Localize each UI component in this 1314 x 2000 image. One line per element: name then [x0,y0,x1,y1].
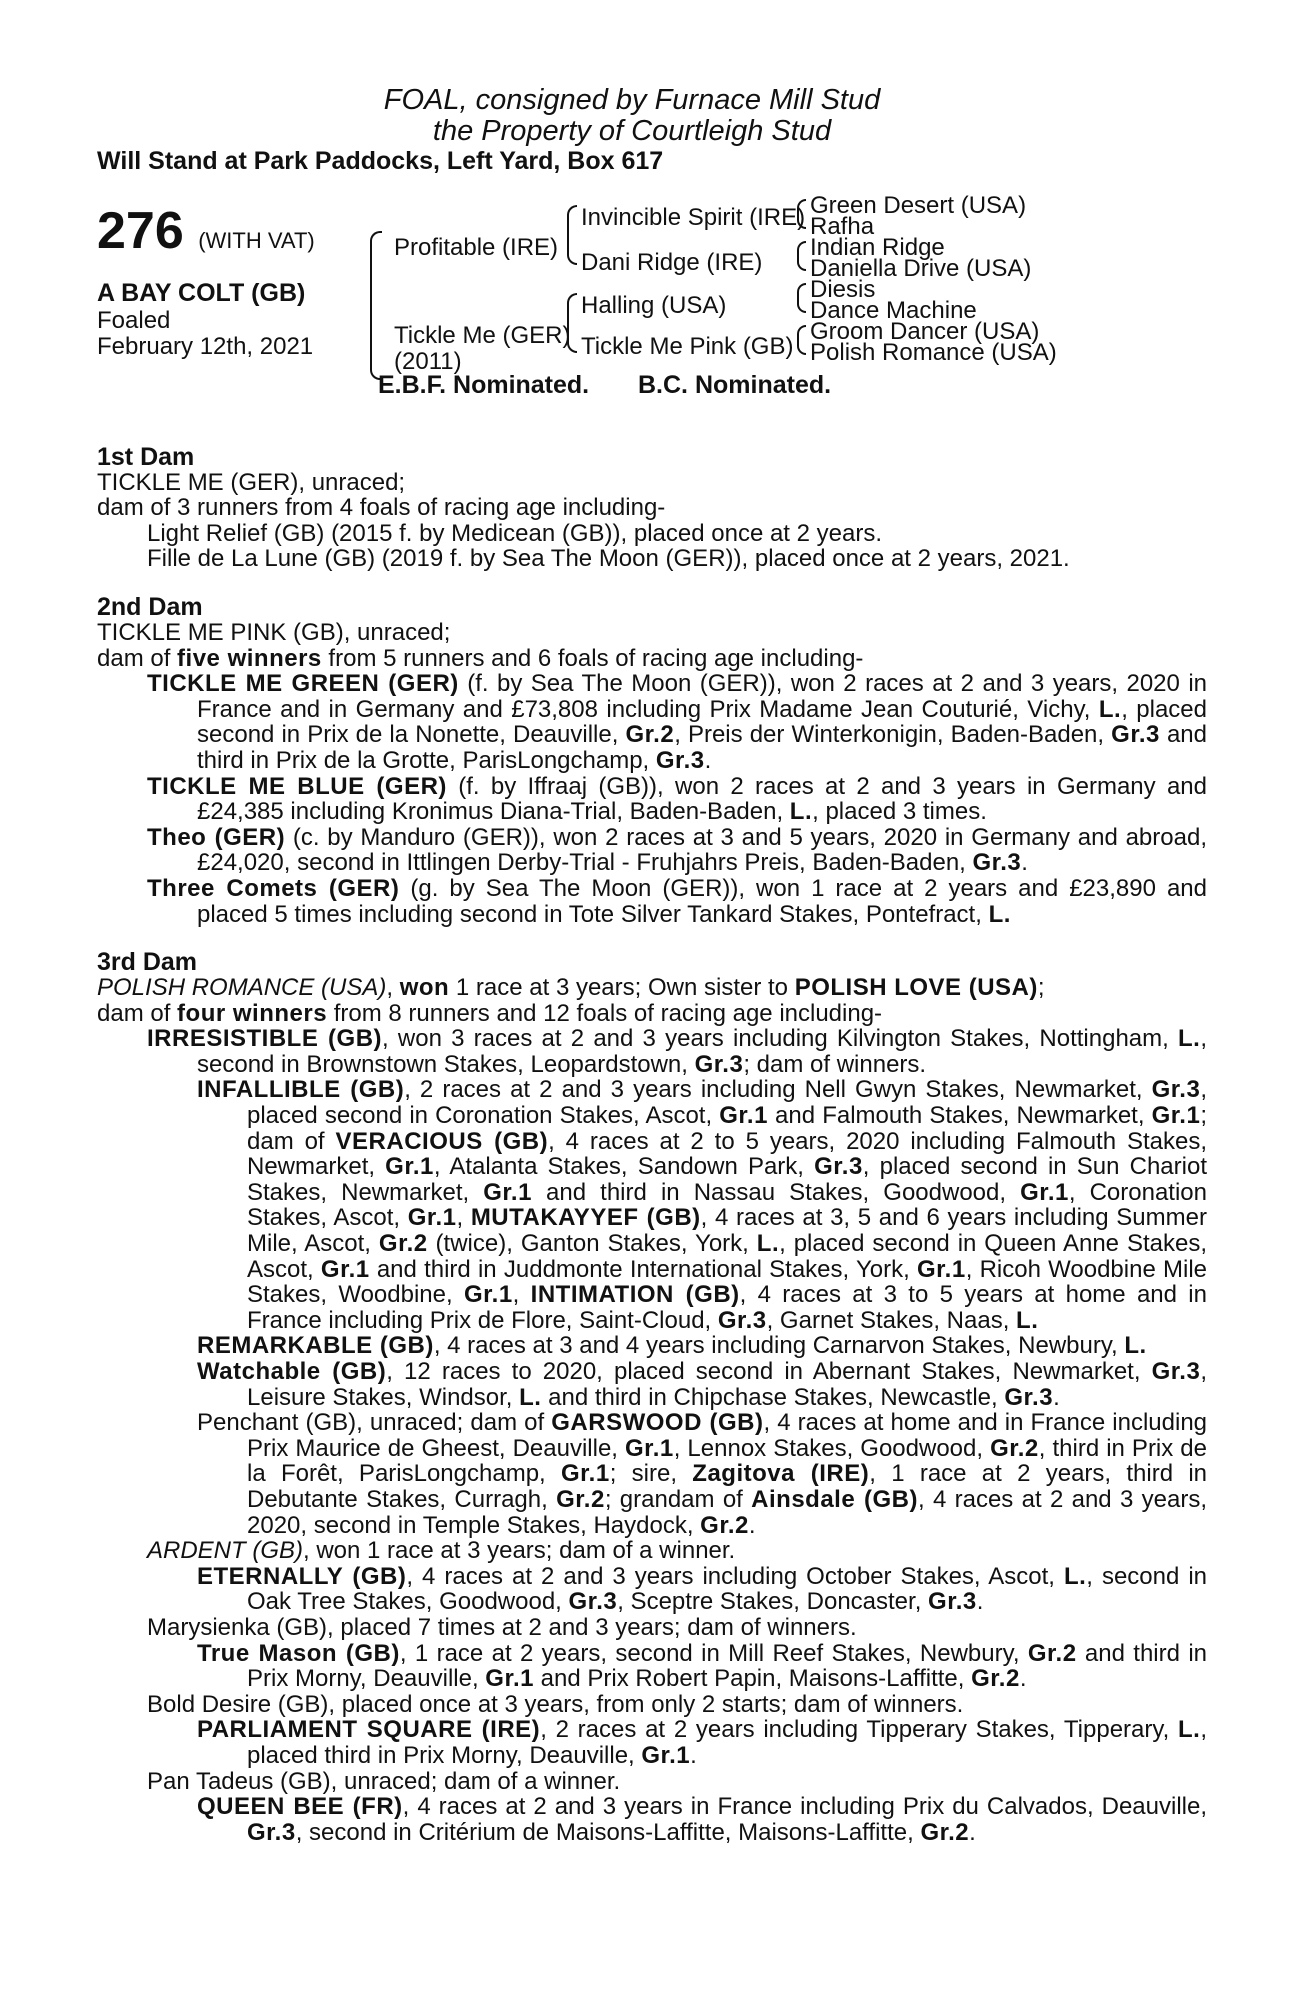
third-dam-sub-entry [197,1794,1207,1845]
brace-ss [797,199,806,229]
consignor-line: FOAL, consigned by Furnace Mill Stud [383,84,881,116]
text-run: ; dam of [247,1102,1207,1155]
third-dam-sub-entry [197,1333,1207,1359]
bold-text: Gr.3 [1151,1358,1201,1385]
second-dam-entry [147,825,1207,876]
bold-text: Gr.1 [561,1460,610,1488]
first-dam-title: 1st Dam [97,442,195,471]
text-run: , placed second in Coronation Stakes, Ascot, [247,1076,1207,1130]
text-run: , third in Prix de la Forêt, ParisLongchamp, [247,1434,1207,1488]
bold-text: four winners [177,999,328,1027]
bold-text: Ainsdale (GB) [751,1485,918,1513]
bold-text: VERACIOUS (GB) [335,1127,549,1155]
bold-text: Gr.2 [920,1818,970,1846]
bold-text: QUEEN BEE (FR) [197,1793,403,1821]
third-dam-entry [147,1769,1207,1795]
sd-sire: Indian Ridge [810,233,945,261]
bold-text: L. [789,798,813,826]
bold-text: PARLIAMENT SQUARE (IRE) [197,1716,541,1744]
text-run: and third in Chipchase Stakes, Newcastle, [541,1383,1005,1411]
bold-text: L. [1124,1332,1147,1360]
third-dam-sub-entry [197,1717,1207,1768]
text-run: . [1021,849,1028,877]
text-run: , Coronation Stakes, Ascot, [247,1178,1208,1232]
text-run: and Falmouth Stakes, Newmarket, [767,1102,1152,1130]
text-run: Marysienka (GB), placed 7 times at 2 and 3 years; dam of winners. [147,1613,857,1641]
text-run: . [704,746,712,774]
text-run: , 4 races at 2 to 5 years, 2020 including Falmouth Stakes, Newmarket, [247,1127,1207,1181]
bold-text: Gr.3 [1004,1383,1054,1411]
bold-text: Gr.1 [385,1153,434,1181]
bold-text: Gr.1 [1151,1102,1201,1130]
text-run: ; grandam of [604,1485,752,1513]
first-dam-foal: Fille de La Lune (GB) (2019 f. by Sea The Moon (GER)), placed once at 2 years, 2021. [147,545,1070,573]
text-run: . [690,1741,697,1769]
dam-year: (2011) [394,347,462,375]
third-dam-entry [147,1026,1207,1077]
brace-gen1 [370,231,382,380]
bold-text: Gr.3 [928,1588,977,1616]
text-run: Pan Tadeus (GB), unraced; dam of a winner. [147,1767,621,1795]
text-run: (g. by Sea The Moon (GER)), won 1 race at 2 years and £23,890 and placed 5 times including second in Tote Silver Tankard Stakes, Pontefract, [197,874,1208,928]
italic-text: ARDENT (GB) [147,1537,303,1565]
sire-sire: Invincible Spirit (IRE) [581,203,806,231]
bold-text: won [399,974,450,1002]
first-dam-line: TICKLE ME (GER), unraced; [97,468,406,496]
brace-dam [567,293,577,353]
bold-text: TICKLE ME BLUE (GER) [147,772,447,800]
bold-text: GARSWOOD (GB) [551,1409,764,1437]
text-run: and third in Juddmonte International Stakes, York, [369,1255,917,1283]
third-dam-sub-entry [197,1359,1207,1410]
bold-text: Gr.2 [990,1434,1039,1462]
text-run: , 2 races at 2 and 3 years including Nell Gwyn Stakes, Newmarket, [404,1076,1152,1104]
bold-text: Gr.3 [1111,721,1160,749]
text-run: and third in Prix de la Grotte, ParisLongchamp, [197,721,1207,774]
bold-text: Gr.3 [247,1818,296,1846]
text-run: , placed second in Sun Chariot Stakes, Newmarket, [247,1153,1207,1206]
first-dam-produce: dam of 3 runners from 4 foals of racing age including- [97,494,666,522]
lot-name: A BAY COLT (GB) [97,278,306,307]
text-run: Bold Desire (GB), placed once at 3 years, from only 2 starts; dam of winners. [147,1690,964,1718]
bold-text: Gr.1 [407,1204,457,1232]
text-run: . [976,1588,984,1616]
text-run: , 4 races at 3 and 4 years including Carnarvon Stakes, Newbury, [433,1332,1125,1360]
property-line: the Property of Courtleigh Stud [432,115,832,147]
dam: Tickle Me (GER) [394,321,571,349]
text-run: (f. by Iffraaj (GB)), won 2 races at 2 and 3 years in Germany and £24,385 including Kronimus Diana-Trial, Baden-Baden, [197,772,1207,826]
text-run: , second in Critérium de Maisons-Laffitte, Maisons-Laffitte, [295,1818,921,1846]
text-run: ; [1037,974,1045,1002]
text-run: , second in Brownstown Stakes, Leopardstown, [197,1025,1207,1078]
third-dam-entry [147,1538,1207,1564]
bold-text: ETERNALLY (GB) [197,1562,407,1590]
text-run: (twice), Ganton Stakes, York, [427,1230,757,1258]
sire-dam: Dani Ridge (IRE) [581,248,763,276]
bold-text: Watchable (GB) [197,1358,387,1385]
dam-sire: Halling (USA) [581,291,727,319]
second-dam-entry [147,671,1207,773]
text-run: , placed 3 times. [812,798,987,826]
text-run: , Lennox Stakes, Goodwood, [673,1434,991,1462]
text-run: , Ricoh Woodbine Mile Stakes, Woodbine, [247,1255,1208,1309]
bold-text: L. [1178,1716,1201,1744]
text-run: . [1019,1665,1027,1693]
bold-text: Gr.3 [972,849,1022,877]
text-run: , 4 races at 3 to 5 years at home and in France including Prix de Flore, Saint-Cloud, [247,1281,1207,1334]
third-dam-sub-entry [197,1564,1207,1615]
text-run: and third in Nassau Stakes, Goodwood, [531,1178,1021,1206]
dam-dam: Tickle Me Pink (GB) [581,332,794,360]
ss-dam: Rafha [810,212,875,240]
text-run: 1 race at 3 years; Own sister to [449,974,795,1002]
vat-label: (WITH VAT) [198,227,315,253]
text-run: , [386,974,400,1002]
bold-text: Gr.1 [1020,1178,1069,1206]
catalogue-page [97,85,1207,1845]
bold-text: Gr.3 [568,1588,618,1616]
third-dam-line [97,975,1207,1001]
second-dam-entry [147,876,1207,927]
text-run: and Prix Robert Papin, Maisons-Laffitte, [534,1665,972,1693]
text-run: , Preis der Winterkonigin, Baden-Baden, [674,721,1112,749]
bold-text: Gr.1 [483,1178,532,1206]
bold-text: POLISH LOVE (USA) [794,974,1038,1002]
pedigree-block [97,193,1207,438]
bold-text: Gr.3 [655,746,705,774]
bold-text: L. [1016,1306,1039,1334]
bold-text: Gr.3 [1151,1076,1201,1104]
text-run: dam of [97,999,178,1027]
bc-nomination: B.C. Nominated. [638,370,832,399]
stand-location: Will Stand at Park Paddocks, Left Yard, Box 617 [97,147,664,175]
brace-ds [797,283,806,313]
bold-text: Gr.2 [700,1511,749,1539]
foaled-label: Foaled [97,306,171,334]
text-run: , second in Oak Tree Stakes, Goodwood, [247,1562,1208,1616]
text-run: , Sceptre Stakes, Doncaster, [617,1588,929,1616]
bold-text: Gr.3 [814,1153,863,1181]
text-run: (c. by Manduro (GER)), won 2 races at 3 and 5 years, 2020 in Germany and abroad, £24,020, second in Ittlingen Derby-Trial - Fruhjahrs Preis, Baden-Baden, [197,823,1207,877]
text-run: , [456,1204,471,1232]
ebf-nomination: E.B.F. Nominated. [378,370,590,399]
italic-text: POLISH ROMANCE (USA) [97,974,387,1002]
second-dam-title: 2nd Dam [97,592,203,621]
text-run: , 2 races at 2 years including Tipperary Stakes, Tipperary, [540,1716,1178,1744]
text-run: , 12 races to 2020, placed second in Abernant Stakes, Newmarket, [386,1358,1152,1385]
ds-dam: Dance Machine [810,296,977,324]
bold-text: Gr.1 [320,1255,370,1283]
bold-text: Gr.2 [625,721,675,749]
third-dam-entry [147,1615,1207,1641]
third-dam-produce [97,1001,1207,1027]
text-run: , won 1 race at 3 years; dam of a winner. [303,1537,736,1565]
bold-text: Gr.3 [694,1050,744,1078]
consignor-header [57,85,1207,147]
third-dam-entry [147,1692,1207,1718]
bold-text: Gr.1 [719,1102,768,1130]
first-dam-foal: Light Relief (GB) (2015 f. by Medicean (GB)), placed once at 2 years. [147,519,883,547]
bold-text: Gr.2 [1027,1639,1077,1667]
dd-dam: Polish Romance (USA) [810,338,1057,366]
text-run: , placed second in Prix de la Nonette, Deauville, [197,695,1208,749]
text-run: , placed third in Prix Morny, Deauville, [247,1716,1207,1769]
text-run: (f. by Sea The Moon (GER)), won 2 races at 2 and 3 years, 2020 in France and in Germany and £73,808 including Prix Madame Jean Couturié, Vichy, [197,670,1207,723]
ds-sire: Diesis [810,275,876,303]
bold-text: MUTAKAYYEF (GB) [470,1204,701,1232]
second-dam-entry [147,774,1207,825]
bold-text: Gr.1 [485,1665,534,1693]
text-run: . [748,1511,756,1539]
brace-sire [567,205,577,265]
bold-text: True Mason (GB) [197,1639,400,1667]
third-dam-sub-entry [197,1641,1207,1692]
bold-text: L. [1063,1562,1087,1590]
text-run: , Atalanta Stakes, Sandown Park, [433,1153,815,1181]
bold-text: Theo (GER) [147,823,286,851]
brace-dd [797,325,806,355]
third-dam-sub-entry [197,1410,1207,1538]
text-run: , 4 races at 2 and 3 years including October Stakes, Ascot, [406,1562,1064,1590]
bold-text: Zagitova (IRE) [692,1460,870,1488]
text-run: , 4 races at 2 and 3 years, 2020, second in Temple Stakes, Haydock, [247,1485,1207,1539]
text-run: , [512,1281,531,1309]
brace-sd [797,241,806,271]
bold-text: L. [1178,1025,1201,1053]
dd-sire: Groom Dancer (USA) [810,317,1040,345]
bold-text: L. [519,1383,542,1411]
bold-text: Gr.3 [717,1306,767,1334]
bold-text: Gr.2 [378,1230,428,1258]
text-run: and third in Prix Morny, Deauville, [247,1639,1207,1693]
text-run: , won 3 races at 2 and 3 years including Kilvington Stakes, Nottingham, [382,1025,1178,1053]
text-run: , Garnet Stakes, Naas, [766,1306,1017,1334]
text-run: , 4 races at home and in France including Prix Maurice de Gheest, Deauville, [247,1409,1208,1462]
text-run: , placed second in Queen Anne Stakes, Ascot, [247,1230,1208,1283]
third-dam-sub-entry [197,1077,1207,1333]
third-dam-title: 3rd Dam [97,948,198,977]
bold-text: REMARKABLE (GB) [197,1332,434,1360]
text-run: ; sire, [609,1460,693,1488]
lot-number: 276 (WITH VAT) [97,201,315,260]
bold-text: L. [988,900,1011,928]
ss-sire: Green Desert (USA) [810,191,1027,219]
bold-text: Gr.1 [641,1741,691,1769]
text-run: from 8 runners and 12 foals of racing age including- [327,999,883,1027]
sd-dam: Daniella Drive (USA) [810,254,1032,282]
text-run: , Leisure Stakes, Windsor, [247,1358,1207,1411]
text-run: , 4 races at 2 and 3 years in France including Prix du Calvados, Deauville, [402,1793,1207,1821]
bold-text: L. [1098,695,1122,723]
text-run: , 4 races at 3, 5 and 6 years including Summer Mile, Ascot, [247,1204,1207,1258]
text-run: ; dam of winners. [743,1050,927,1078]
bold-text: INTIMATION (GB) [530,1281,740,1309]
sire: Profitable (IRE) [394,233,559,261]
bold-text: TICKLE ME GREEN (GER) [147,670,459,698]
text-run: . [969,1818,976,1846]
bold-text: L. [756,1230,780,1258]
bold-text: INFALLIBLE (GB) [197,1076,405,1104]
second-dam-produce: dam of five winners from 5 runners and 6 foals of racing age including- [97,644,864,672]
text-run: . [1053,1383,1060,1411]
second-dam-line: TICKLE ME PINK (GB), unraced; [97,618,451,646]
bold-text: Gr.2 [556,1485,605,1513]
bold-text: Three Comets (GER) [147,874,400,902]
bold-text: Gr.1 [917,1255,966,1283]
text-run: Penchant (GB), unraced; dam of [197,1409,552,1437]
bold-text: Gr.1 [625,1434,674,1462]
foaled-date: February 12th, 2021 [97,332,314,360]
text-run: , 1 race at 2 years, third in Debutante Stakes, Curragh, [247,1460,1208,1513]
bold-text: IRRESISTIBLE (GB) [147,1025,383,1053]
bold-text: Gr.2 [971,1665,1020,1693]
bold-text: Gr.1 [463,1281,513,1309]
text-run: , 1 race at 2 years, second in Mill Reef Stakes, Newbury, [399,1639,1028,1667]
